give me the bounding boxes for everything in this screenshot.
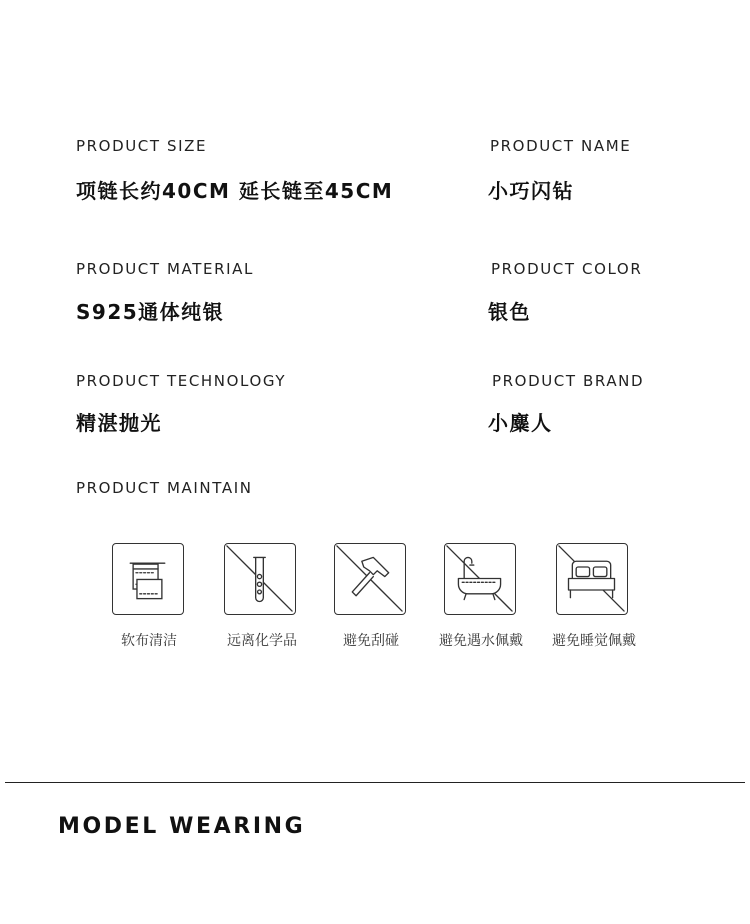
icon-caption-bath: 避免遇水佩戴 xyxy=(439,633,523,649)
product-color-label: PRODUCT COLOR xyxy=(491,260,643,278)
product-material-label: PRODUCT MATERIAL xyxy=(76,260,254,278)
no-bath-icon xyxy=(444,543,516,615)
product-technology-value: 精湛抛光 xyxy=(76,411,162,435)
icon-caption-towel: 软布清洁 xyxy=(121,633,177,649)
product-material-value: S925通体纯银 xyxy=(76,300,225,324)
icon-caption-chemicals: 远离化学品 xyxy=(227,633,297,649)
model-wearing-title: MODEL WEARING xyxy=(58,814,306,839)
product-maintain-label: PRODUCT MAINTAIN xyxy=(76,479,253,497)
product-brand-value: 小麋人 xyxy=(488,411,553,435)
no-sleep-icon xyxy=(556,543,628,615)
product-name-value: 小巧闪钻 xyxy=(488,179,574,203)
no-hammer-icon xyxy=(334,543,406,615)
product-color-value: 银色 xyxy=(488,300,531,324)
product-technology-label: PRODUCT TECHNOLOGY xyxy=(76,372,287,390)
product-name-label: PRODUCT NAME xyxy=(490,137,632,155)
product-size-value: 项链长约40CM 延长链至45CM xyxy=(76,179,394,203)
product-brand-label: PRODUCT BRAND xyxy=(492,372,645,390)
product-size-label: PRODUCT SIZE xyxy=(76,137,208,155)
towel-icon xyxy=(112,543,184,615)
icon-caption-sleep: 避免睡觉佩戴 xyxy=(552,633,636,649)
icon-caption-hammer: 避免刮碰 xyxy=(343,633,399,649)
no-chemicals-icon xyxy=(224,543,296,615)
section-divider xyxy=(5,782,745,783)
